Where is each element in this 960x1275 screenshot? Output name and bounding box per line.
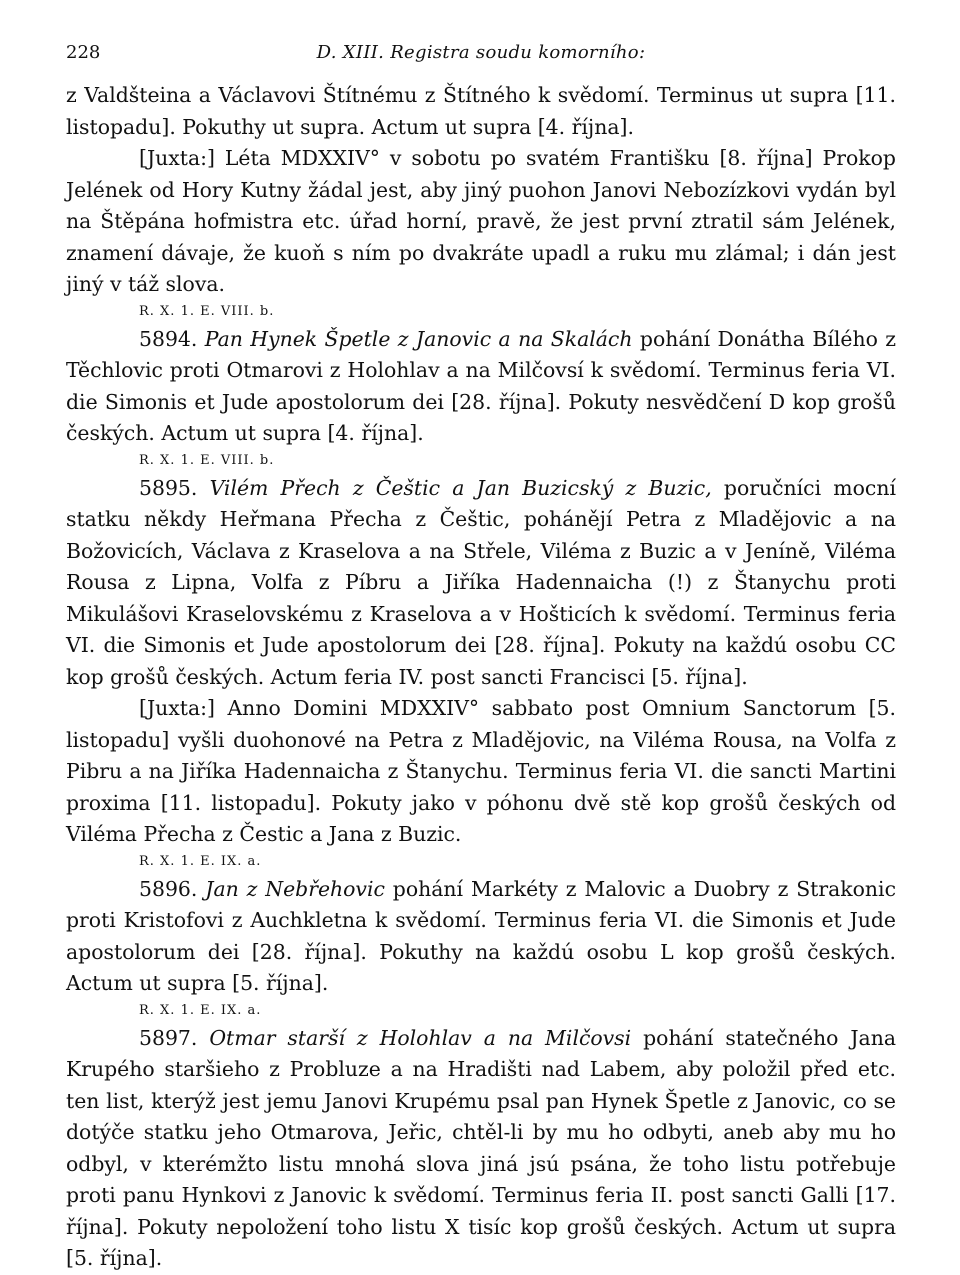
entry-juxta-paragraph: [Juxta:] Anno Domini MDXXIV° sabbato post Omnium Sanctorum [5. listopadu] vyšli duohonové na Petra z Mladějovic, na Viléma Rousa, na Volfa z Pibru a na Jiříka Hadennaicha z Štanychu. Terminus feria VI. die sancti Martini proxima [11. listopadu]. Pokuty jako v póhonu dvě stě kop grošů českých od Viléma Přecha z Čestic a Jana z Buzic.: [66, 696, 896, 846]
entry-paragraph: [66, 874, 896, 1000]
archival-signature: R. X. 1. E. IX. a.: [139, 1002, 262, 1018]
running-head: D. XIII. Registra soudu komorního:: [316, 42, 646, 63]
entry-paragraph: [66, 473, 896, 694]
document-page: [66, 38, 896, 1275]
page-header: [66, 38, 896, 80]
entry-text: pohání Markéty z Malovic a Duobry z Strakonic proti Kristofovi z Auchkletna k svědomí. Terminus feria VI. die Simonis et Jude apostolorum dei [28. října]. Pokuthy na každú osobu L kop grošů českých. Actum ut supra [5. října].: [66, 876, 896, 995]
entry-5895: [66, 473, 896, 872]
entry-5897: [66, 1023, 896, 1275]
paragraph-continuation: z Valdšteina a Václavovi Štítnému z Štítného k svědomí. Terminus ut supra [11. listopadu]. Pokuthy ut supra. Actum ut supra [4. října].: [66, 83, 896, 139]
page-number: 228: [66, 42, 101, 63]
entry-number: 5896.: [139, 876, 198, 901]
archival-signature: R. X. 1. E. VIII. b.: [139, 452, 275, 468]
entry-number: 5897.: [139, 1025, 198, 1050]
entry-names: Vilém Přech z Češtic a Jan Buzicský z Buzic,: [209, 475, 712, 500]
entry-number: 5894.: [139, 326, 198, 351]
entry-names: Pan Hynek Špetle z Janovic a na Skalách: [204, 326, 633, 351]
entry-paragraph: [66, 324, 896, 450]
entry-names: Jan z Nebřehovic: [205, 876, 385, 901]
entry-5896: [66, 874, 896, 1021]
entry-text: pohání statečného Jana Krupého staršieho z Probluze a na Hradišti nad Labem, aby položil před etc. ten list, kterýž jest jemu Janovi Krupému psal pan Hynek Špetle z Janovic, co se dotýče statku jeho Otmarova, Jeřic, chtěl-li by mu ho odbyti, aneb aby mu ho odbyl, v kterémžto listu mnohá slova jiná jsú psána, že toho listu potřebuje proti panu Hynkovi z Janovic k svědomí. Terminus feria II. post sancti Galli [17. října]. Pokuty nepoložení toho listu X tisíc kop grošů českých. Actum ut supra [5. října].: [66, 1025, 897, 1270]
entry-number: 5895.: [139, 475, 198, 500]
entry-paragraph: [66, 1023, 896, 1275]
entry-text: poručníci mocní statku někdy Heřmana Přecha z Češtic, pohánějí Petra z Mladějovic a na Božovicích, Václava z Kraselova a na Střele, Viléma z Buzic a v Jeníně, Viléma Rousa z Lipna, Volfa z Píbru a Jiříka Hadennaicha (!) z Štanychu proti Mikulášovi Kraselovskému z Kraselova a v Hošticích k svědomí. Terminus feria VI. die Simonis et Jude apostolorum dei [28. října]. Pokuty na každú osobu CC kop grošů českých. Actum feria IV. post sancti Francisci [5. října].: [66, 475, 896, 689]
paragraph-juxta: [Juxta:] Léta MDXXIV° v sobotu po svatém Františku [8. října] Prokop Jelének od Hory Kutny žádal jest, aby jiný puohon Janovi Nebozízkovi vydán byl na Štěpána hofmistra etc. úřad horní, pravě, že jest první ztratil sám Jelének, znamení dávaje, že kuoň s ním po dvakráte upadl a ruku mu zlámal; i dán jest jiný v táž slova.: [66, 146, 896, 296]
entry-5894: [66, 324, 896, 471]
entry-text: pohání Donátha Bílého z Těchlovic proti Otmarovi z Holohlav a na Milčovsí k svědomí. Terminus feria VI. die Simonis et Jude apostolorum dei [28. října]. Pokuty nesvědčení D kop grošů českých. Actum ut supra [4. října].: [66, 326, 896, 445]
archival-signature: R. X. 1. E. VIII. b.: [139, 303, 275, 319]
body-text: [66, 80, 896, 1275]
entry-names: Otmar starší z Holohlav a na Milčovsi: [209, 1025, 632, 1050]
archival-signature: R. X. 1. E. IX. a.: [139, 853, 262, 869]
